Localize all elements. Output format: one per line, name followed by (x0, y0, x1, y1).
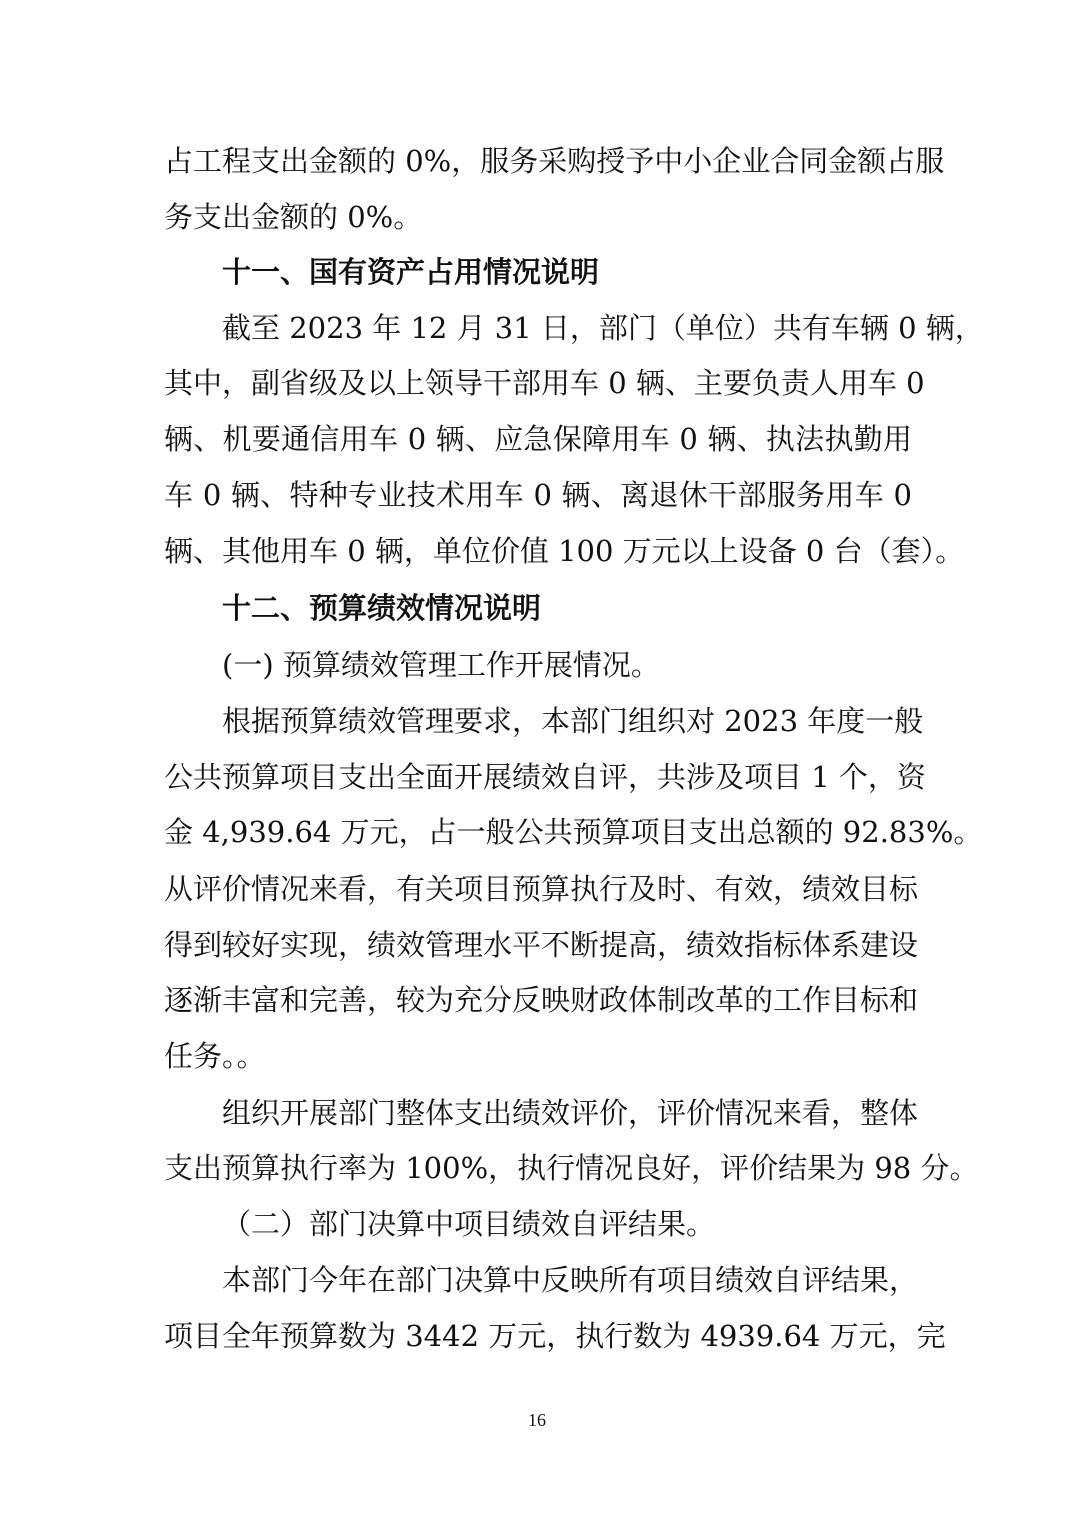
body-text-line: 从评价情况来看，有关项目预算执行及时、有效，绩效目标 (164, 872, 919, 906)
body-text-line: 本部门今年在部门决算中反映所有项目绩效自评结果， (222, 1263, 919, 1297)
body-text-line: 占工程支出金额的 0%，服务采购授予中小企业合同金额占服 (164, 144, 945, 178)
section-heading: 十二、预算绩效情况说明 (222, 591, 542, 625)
body-text-line: 务支出金额的 0%。 (164, 200, 423, 234)
body-text-line: 根据预算绩效管理要求，本部门组织对 2023 年度一般 (222, 704, 924, 738)
body-text-line: 金 4,939.64 万元，占一般公共预算项目支出总额的 92.83%。 (164, 815, 983, 849)
body-text-line: 辆、机要通信用车 0 辆、应急保障用车 0 辆、执法执勤用 (164, 422, 912, 456)
body-text-line: 组织开展部门整体支出绩效评价，评价情况来看，整体 (222, 1096, 919, 1130)
subsection-heading: (一) 预算绩效管理工作开展情况。 (222, 648, 660, 682)
section-heading: 十一、国有资产占用情况说明 (222, 255, 600, 289)
body-text-line: 辆、其他用车 0 辆，单位价值 100 万元以上设备 0 台（套）。 (164, 534, 965, 568)
body-text-line: 项目全年预算数为 3442 万元，执行数为 4939.64 万元，完 (164, 1319, 946, 1353)
body-text-line: 支出预算执行率为 100%，执行情况良好，评价结果为 98 分。 (164, 1151, 979, 1185)
body-text-line: 公共预算项目支出全面开展绩效自评，共涉及项目 1 个，资 (164, 760, 926, 794)
body-text-line: 得到较好实现，绩效管理水平不断提高，绩效指标体系建设 (164, 928, 919, 962)
page-number: 16 (528, 1410, 546, 1430)
body-text-line: 其中，副省级及以上领导干部用车 0 辆、主要负责人用车 0 (164, 366, 925, 400)
body-text-line: 任务。。 (164, 1039, 266, 1073)
subsection-heading: （二）部门决算中项目绩效自评结果。 (222, 1207, 716, 1241)
body-text-line: 逐渐丰富和完善，较为充分反映财政体制改革的工作目标和 (164, 983, 919, 1017)
body-text-line: 车 0 辆、特种专业技术用车 0 辆、离退休干部服务用车 0 (164, 478, 912, 512)
body-text-line: 截至 2023 年 12 月 31 日，部门（单位）共有车辆 0 辆， (222, 311, 984, 345)
